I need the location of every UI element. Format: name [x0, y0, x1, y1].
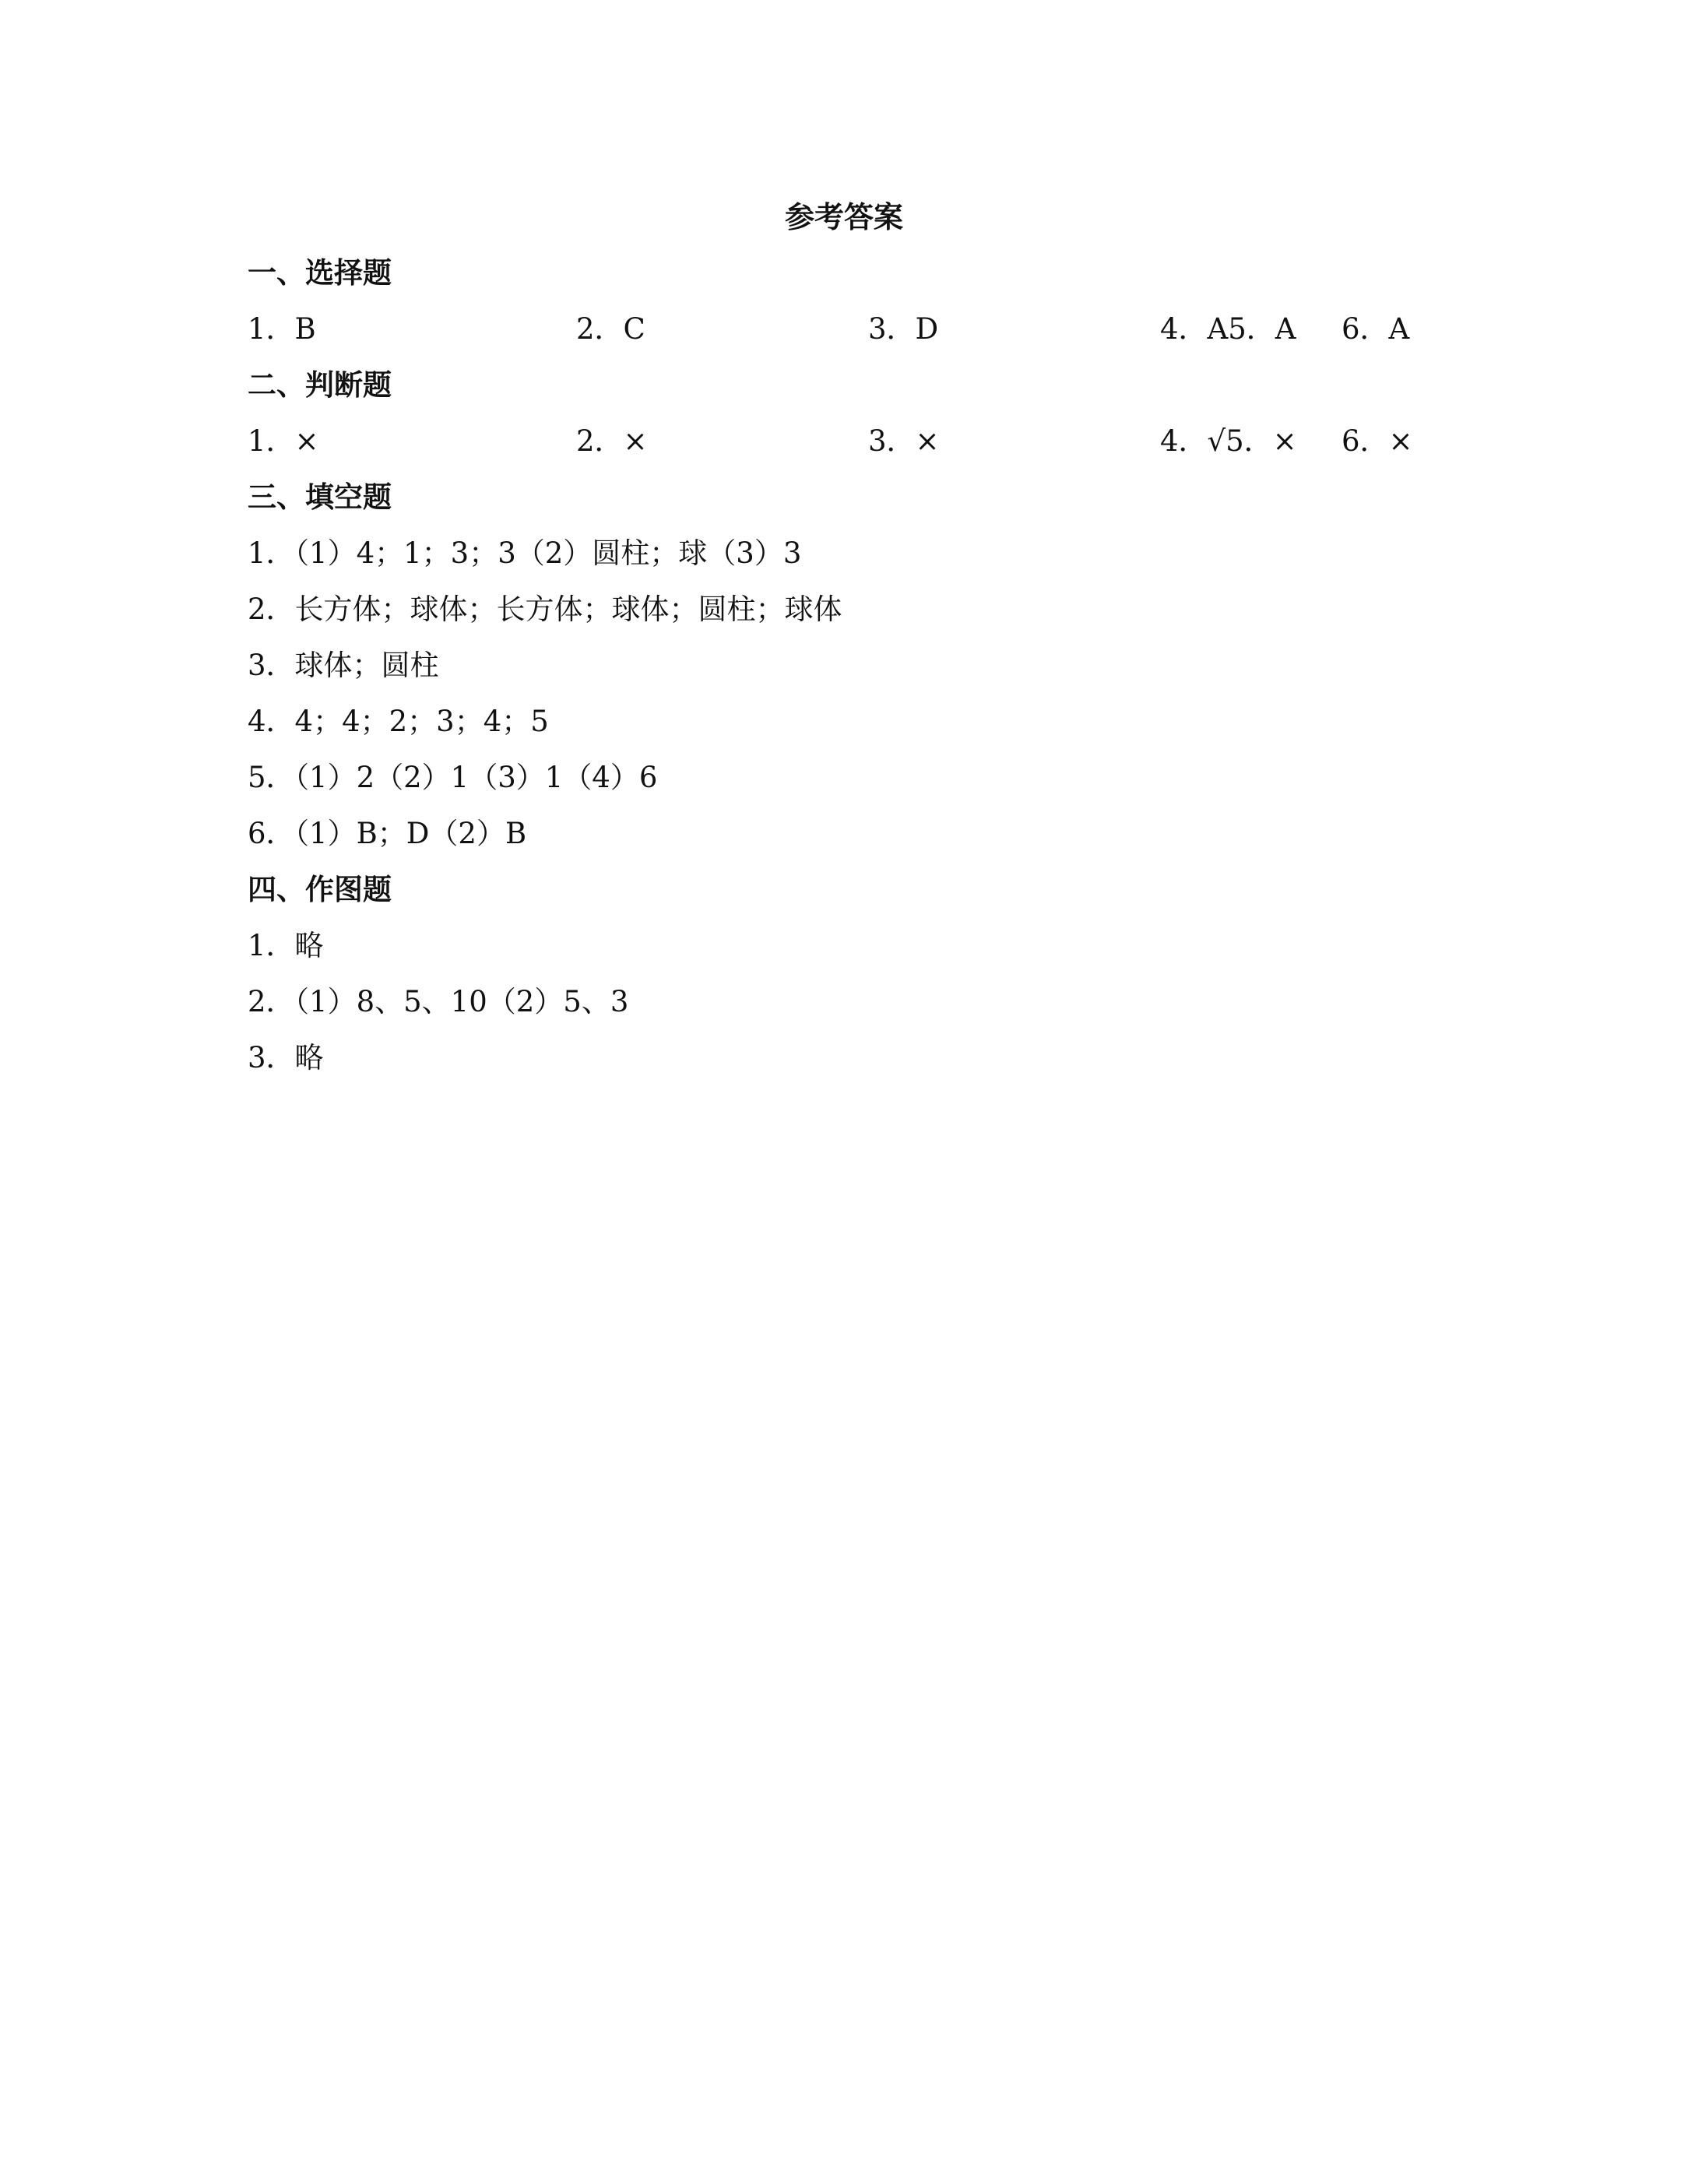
fill-answer-4: 4．4；4；2；3；4；5	[248, 705, 549, 738]
fill-answer-5: 5．（1）2（2）1（3）1（4）6	[248, 761, 658, 794]
section-heading-draw: 四、作图题	[248, 873, 392, 906]
section-heading-choice: 一、选择题	[248, 256, 392, 290]
choice-answer-1: 1．B	[248, 312, 316, 346]
draw-answer-1: 1．略	[248, 929, 324, 962]
fill-answer-2: 2．长方体；球体；长方体；球体；圆柱；球体	[248, 593, 842, 626]
section-heading-judge: 二、判断题	[248, 368, 392, 402]
judge-answer-6: 6．×	[1342, 424, 1413, 458]
judge-answer-4-5: 4．√5．×	[1160, 424, 1297, 458]
section-heading-fill: 三、填空题	[248, 480, 392, 514]
page-title: 参考答案	[784, 200, 903, 234]
fill-answer-3: 3．球体；圆柱	[248, 649, 439, 682]
choice-answer-2: 2．C	[576, 312, 645, 346]
choice-answer-3: 3．D	[868, 312, 939, 346]
judge-answer-3: 3．×	[868, 424, 940, 458]
judge-answer-2: 2．×	[576, 424, 648, 458]
fill-answer-1: 1．（1）4；1；3；3（2）圆柱；球（3）3	[248, 536, 802, 570]
draw-answer-2: 2．（1）8、5、10（2）5、3	[248, 985, 629, 1018]
draw-answer-3: 3．略	[248, 1041, 324, 1074]
fill-answer-6: 6．（1）B；D（2）B	[248, 817, 527, 850]
judge-answer-1: 1．×	[248, 424, 319, 458]
choice-answer-6: 6．A	[1342, 312, 1410, 346]
choice-answer-4-5: 4．A5．A	[1160, 312, 1296, 346]
